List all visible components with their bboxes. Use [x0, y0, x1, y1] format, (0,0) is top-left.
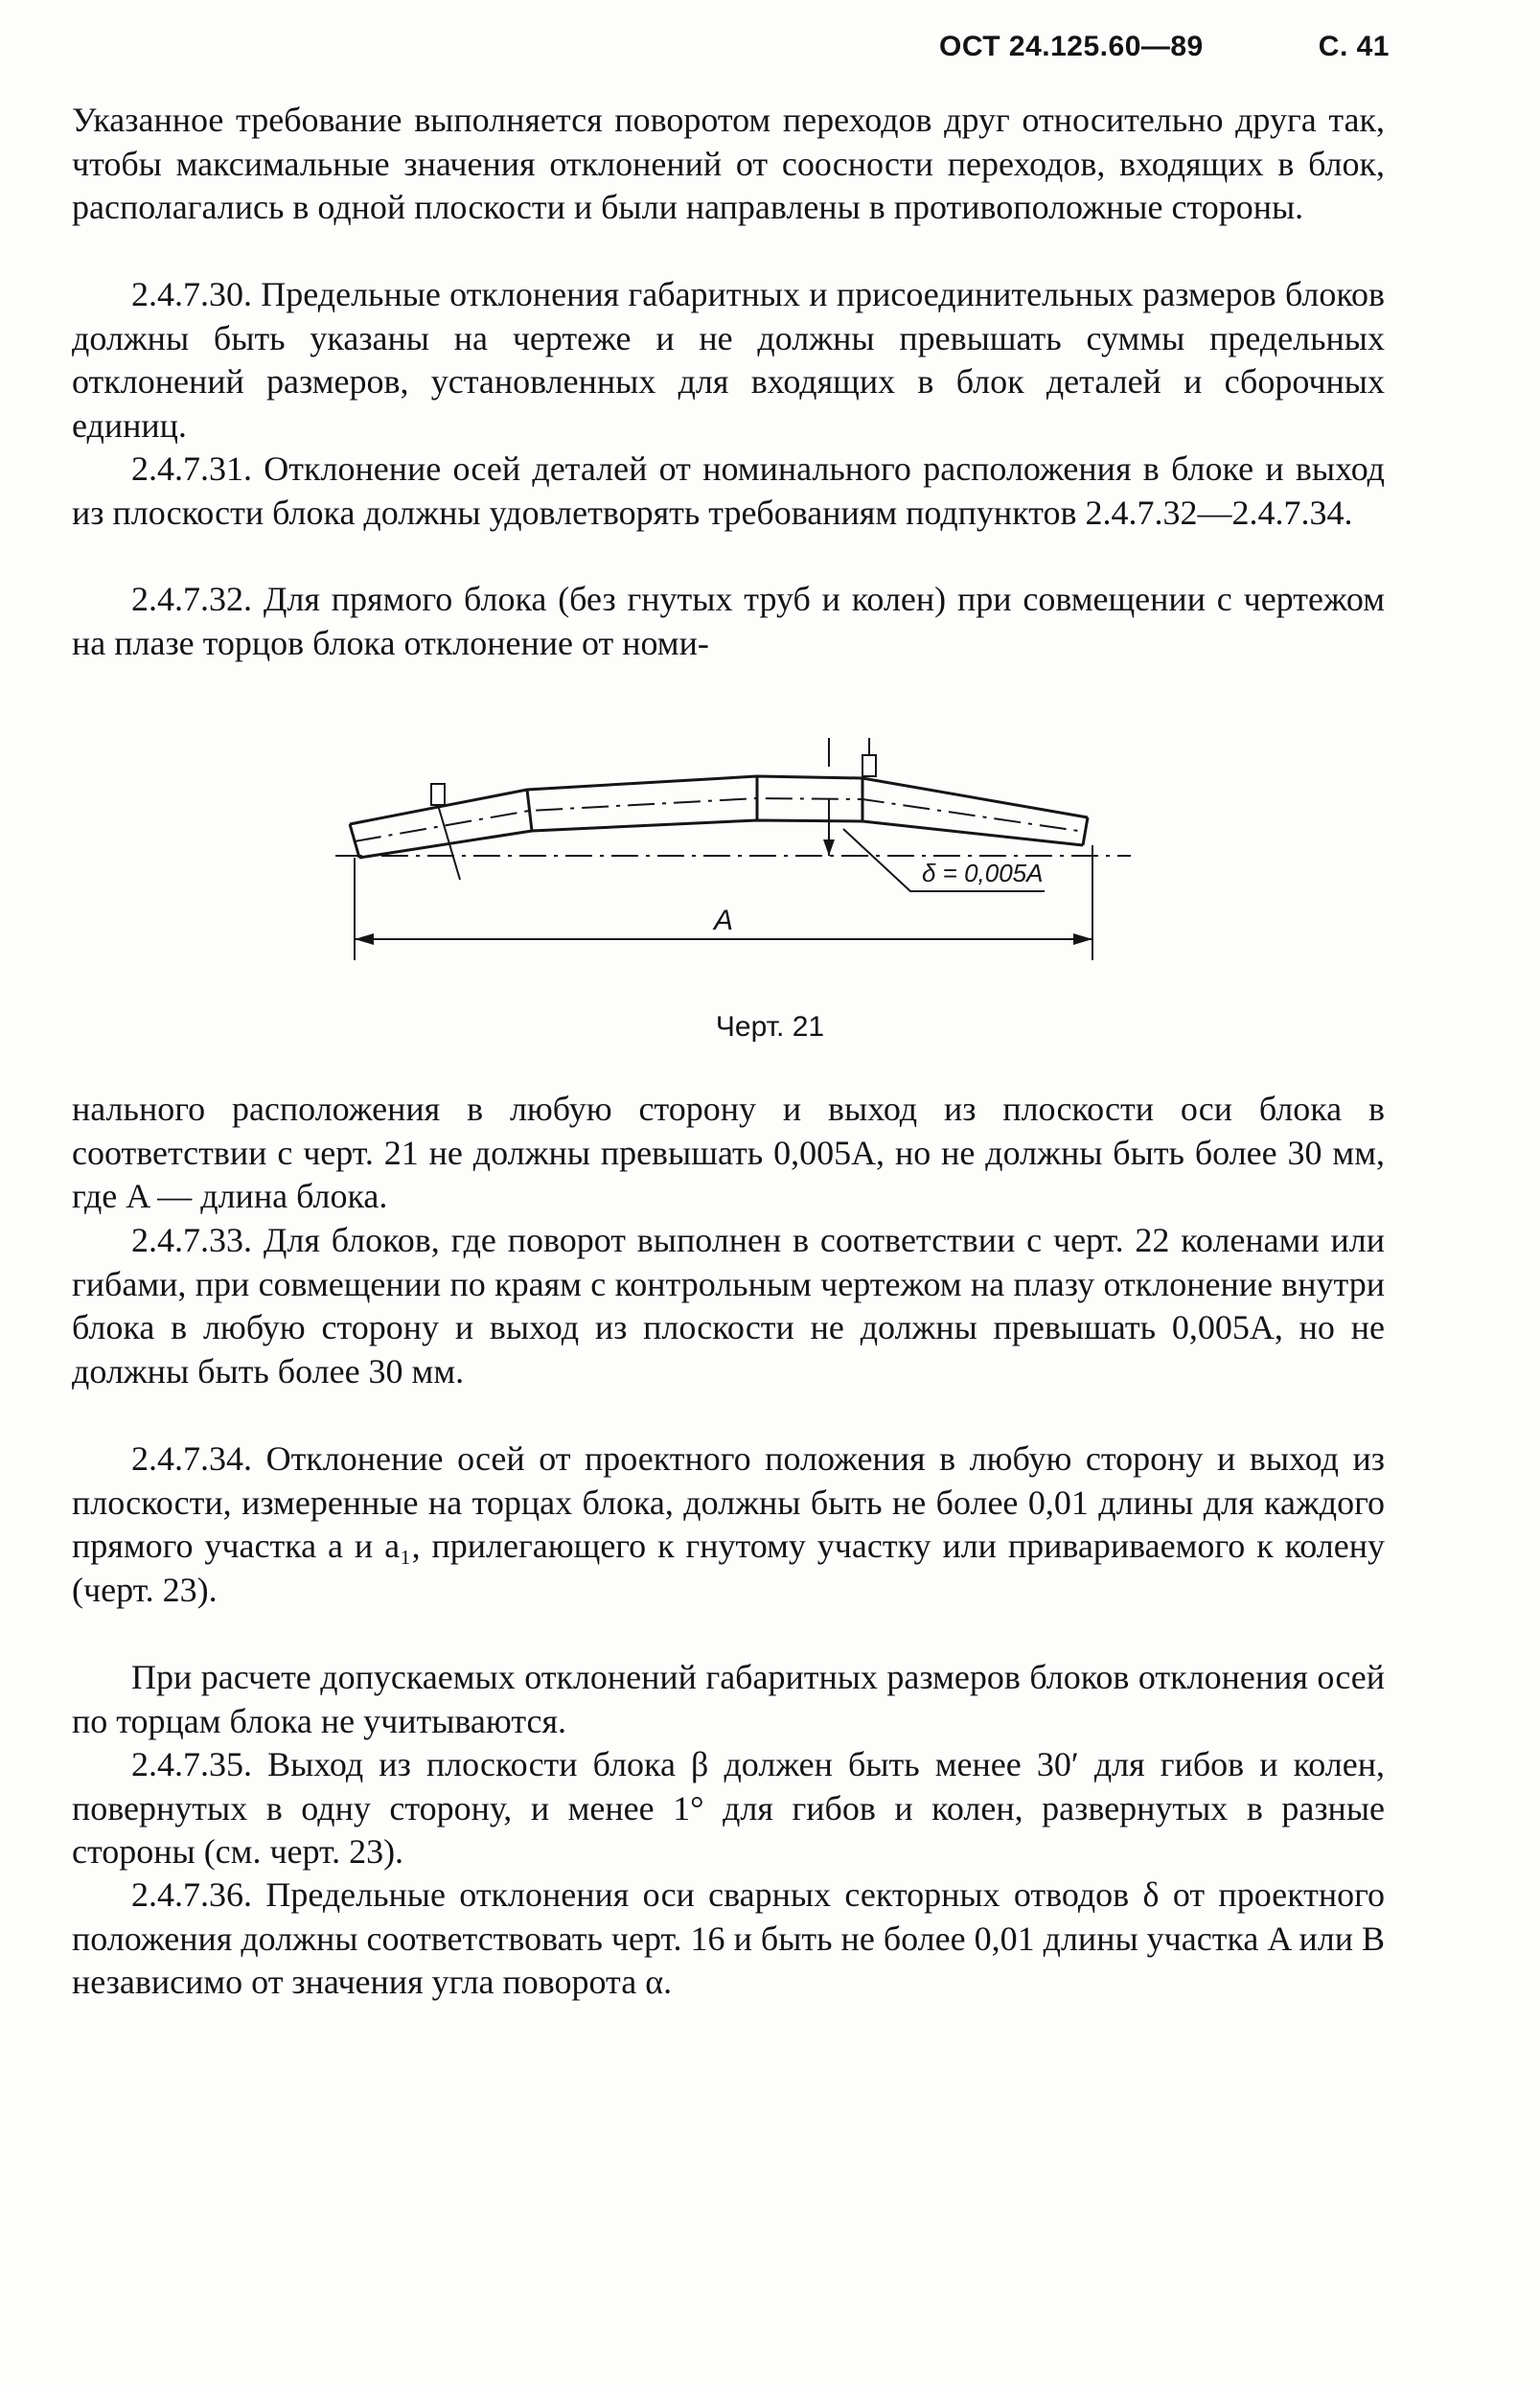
dim-arrow-right — [1073, 933, 1092, 945]
paragraph-2-4-7-31: 2.4.7.31. Отклонение осей деталей от номинального расположения в блоке и выход из плоскости блока должны удовлетворять требованиям подпунктов 2.4.7.32—2.4.7.34. — [72, 449, 1385, 532]
paragraph-2-4-7-34: 2.4.7.34. Отклонение осей от проектного положения в любую сторону и выход из плоскости, измеренные на торцах блока, должны быть не более 0,01 длины для каждого прямого участка a и a₁, прилегающего к гнутому участку или привариваемого к колену (черт. 23). — [72, 1439, 1385, 1609]
block-lower-contour — [359, 820, 1083, 858]
paragraph-2-4-7-35: 2.4.7.35. Выход из плоскости блока β должен быть менее 30′ для гибов и колен, повернутых в одну сторону, и менее 1° для гибов и колен, развернутых в разные стороны (см. черт. 23). — [72, 1745, 1385, 1872]
right-end-face — [1083, 817, 1088, 845]
length-label: A — [714, 905, 734, 936]
paragraph-2-4-7-30: 2.4.7.30. Предельные отклонения габаритных и присоединительных размеров блоков должны быть указаны на чертеже и не должны превышать суммы предельных отклонений размеров, установленных для входящих в блок деталей и сборочных единиц. — [72, 275, 1385, 445]
page-number: С. 41 — [1318, 31, 1390, 62]
figure-caption: Черт. 21 — [715, 1011, 825, 1043]
paragraph-intro: Указанное требование выполняется поворотом переходов друг относительно друга так, чтобы максимальные значения отклонений от соосности переходов, входящих в блок, располагались в одной плоскости и были направлены в противоположные стороны. — [72, 101, 1385, 227]
delta-arrow — [823, 839, 835, 856]
paragraph-2-4-7-36: 2.4.7.36. Предельные отклонения оси сварных секторных отводов δ от проектного положения должны соответствовать черт. 16 и быть не более 0,01 длины участка A или B независимо от значения угла поворота α. — [72, 1875, 1385, 2002]
figure-21-drawing — [326, 738, 1140, 968]
paragraph-continued: нального расположения в любую сторону и выход из плоскости оси блока в соответствии с черт. 21 не должны превышать 0,005A, но не должны быть более 30 мм, где A — длина блока. — [72, 1090, 1385, 1216]
delta-label: δ = 0,005A — [922, 859, 1044, 887]
block-upper-contour — [350, 776, 1088, 824]
left-support — [431, 784, 445, 805]
paragraph-2-4-7-33: 2.4.7.33. Для блоков, где поворот выполнен в соответствии с черт. 22 коленами или гибами, при совмещении по краям с контрольным чертежом на плазу отклонение внутри блока в любую сторону и выход из плоскости не должны превышать 0,005A, но не должны быть более 30 мм. — [72, 1221, 1385, 1391]
dim-arrow-left — [355, 933, 374, 945]
standard-number: ОСТ 24.125.60—89 — [939, 31, 1204, 62]
paragraph-calculation-note: При расчете допускаемых отклонений габаритных размеров блоков отклонения осей по торцам блока не учитываются. — [72, 1658, 1385, 1740]
paragraph-2-4-7-32: 2.4.7.32. Для прямого блока (без гнутых труб и колен) при совмещении с чертежом на плазе торцов блока отклонение от номи- — [72, 580, 1385, 662]
right-support — [862, 755, 876, 776]
